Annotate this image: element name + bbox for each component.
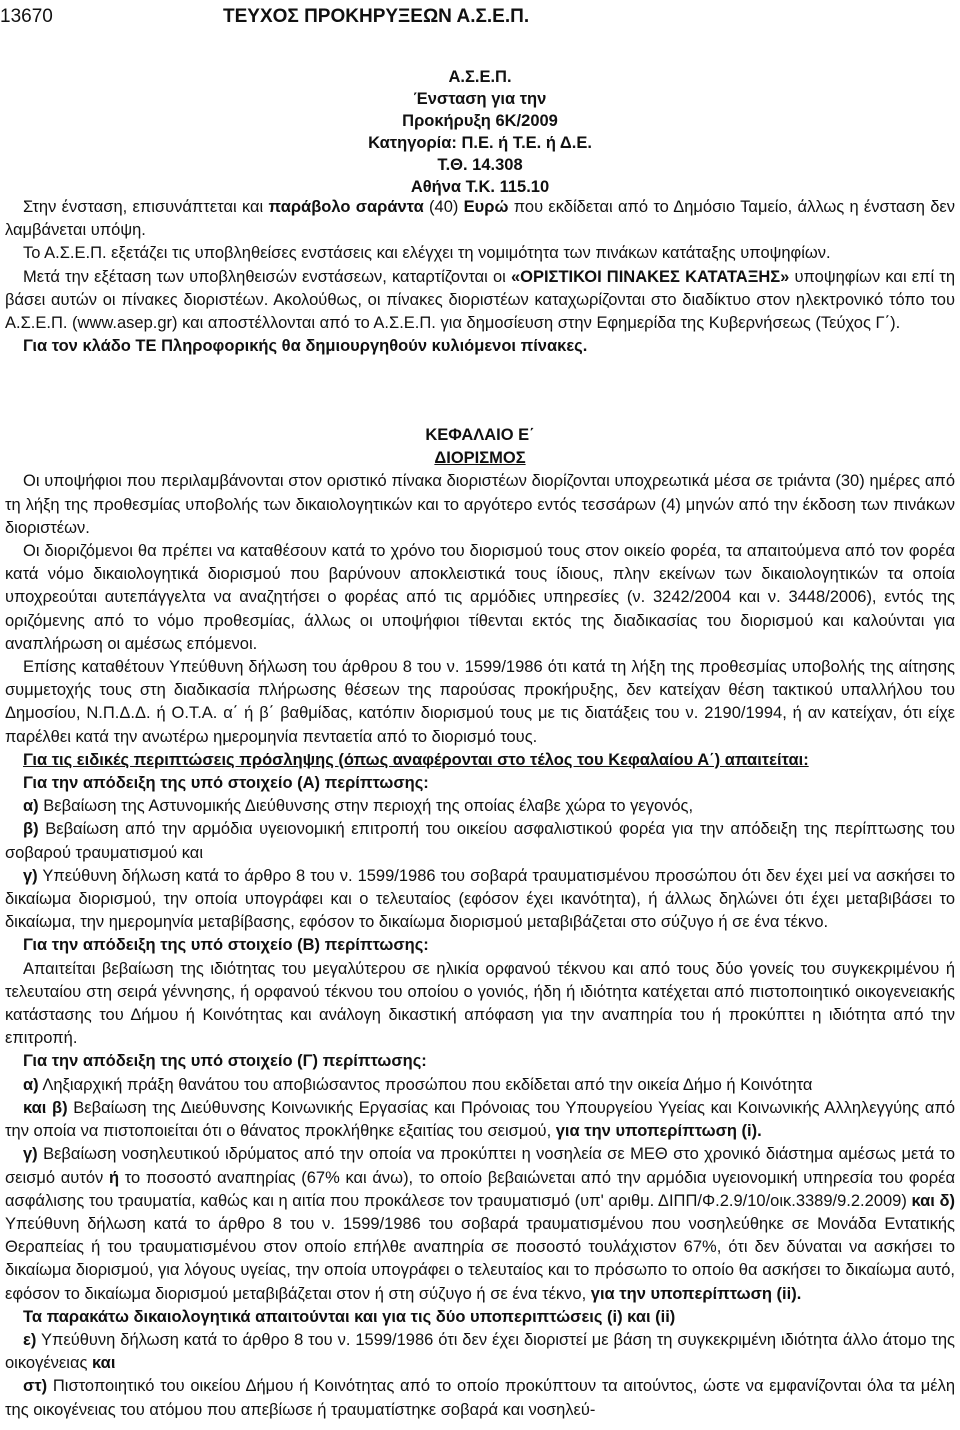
case-c-item: α) Ληξιαρχική πράξη θανάτου του αποβιώσαντος προσώπου που εκδίδεται από την οικεία Δήμο ή Κοινότητα [23,1075,813,1094]
case-b-text: Απαιτείται βεβαίωση της ιδιότητας του μεγαλύτερου σε ηλικία ορφανού τέκνου και από τους δύο γονείς του συγκεκριμένου ή τελευταίου στη σειρά γέννησης, ή ορφανού τέκνου του οποίου ο γονιός, ήδη ή ιδιότητα κατέχεται από πιστοποιητικό οικογενειακής κατάστασης του Δήμου ή Κοινότητας και ανάλογη δικαστική απόφαση για την αναπηρία του ή προκύπτει η ιδιότητα από την επιτροπή. [5,959,955,1048]
appointment-paragraph: Οι υποψήφιοι που περιλαμβάνονται στον οριστικό πίνακα διοριστέων διορίζονται υποχρεωτικά μέσα σε τριάντα (30) ημέρες από τη λήξη της προθεσμίας υποβολής των δικαιολογητικών και το αργότερο εντός τεσσάρων (4) μηνών από την έκδοση των πινάκων διοριστέων. [5,472,955,537]
page-number: 13670 [0,6,53,27]
address-line: Προκήρυξη 6Κ/2009 [402,112,558,130]
case-b-heading: Για την απόδειξη της υπό στοιχείο (Β) περίπτωσης: [23,936,429,955]
case-c-item: γ) Βεβαίωση νοσηλευτικού ιδρύματος από την οποία να προκύπτει η νοσηλεία σε ΜΕΘ στο χρονικό διάστημα αμέσως μετά το σεισμό αυτόν ή το ποσοστό αναπηρίας (67% και άνω), το οποίο βεβαιώνεται από την αρμόδια υγειονομική υπηρεσία του φορέα ασφάλισης του τραυματία, καθώς και η αιτία που προκάλεσε τον τραυματισμό (υπ' αριθμ. ΔΙΠΠ/Φ.2.9/10/οικ.3389/9.2.2009) και δ) Υπεύθυνη δήλωση κατά το άρθρο 8 του ν. 1599/1986 του σοβαρά τραυματισμένου που νοσηλεύθηκε σε Μονάδα Εντατικής Θεραπείας ή του τραυματισμένου στον οποίο επήλθε αναπηρία σε ποσοστό τουλάχιστον 67%, ότι δεν δύναται να ασκήσει το δικαίωμα διορισμού, για λόγους υγείας, την οποία υπογράφει ο τελευταίος και το πρόσωπο το οποίο θα ασκήσει το δικαίωμα αυτό, εφόσον το δικαίωμα διορισμού μεταβιβάζεται στον ή στη σύζυγο ή σε ένα τέκνο, για την υποπερίπτωση (ii). [5,1145,955,1303]
address-line: Κατηγορία: Π.Ε. ή Τ.Ε. ή Δ.Ε. [368,134,592,152]
case-a-item: β) Βεβαίωση από την αρμόδια υγειονομική επιτροπή του οικείου ασφαλιστικού φορέα για την απόδειξη της περίπτωσης του σοβαρού τραυματισμού και [5,820,955,862]
objection-section [5,196,955,358]
case-c-item: και β) Βεβαίωση της Διεύθυνσης Κοινωνικής Εργασίας και Πρόνοιας του Υπουργείου Υγείας και Κοινωνικής Αλληλεγγύης από την οποία να πιστοποιείται ότι ο θάνατος προκλήθηκε εξαιτίας του σεισμού, για την υποπερίπτωση (i). [5,1098,955,1141]
declaration-paragraph: Επίσης καταθέτουν Υπεύθυνη δήλωση του άρθρου 8 του ν. 1599/1986 ότι κατά τη λήξη της προθεσμίας υποβολής της αίτησης συμμετοχής τους στη διαδικασία πλήρωσης θέσεων της παρούσας προκήρυξης, δεν κατείχαν θέση τακτικού υπαλλήλου του Δημοσίου, Ν.Π.Δ.Δ. ή Ο.Τ.Α. α΄ ή β΄ βαθμίδας, κατόπιν διορισμού τους με τις διατάξεις του ν. 2190/1994, ή αν κατείχαν, ότι είχε παρέλθει κατά την ανωτέρω ημερομηνία πενταετία από το διορισμό τους. [5,658,955,746]
common-docs-heading: Τα παρακάτω δικαιολογητικά απαιτούνται και για τις δύο υποπεριπτώσεις (i) και (ii) [23,1307,676,1326]
address-block [0,66,960,198]
fee-paragraph: Στην ένσταση, επισυνάπτεται και παράβολο σαράντα (40) Ευρώ που εκδίδεται από το Δημόσιο Ταμείο, άλλως η ένσταση δεν λαμβάνεται υπόψη. [5,198,955,240]
review-paragraph: Το Α.Σ.Ε.Π. εξετάζει τις υποβληθείσες ενστάσεις και ελέγχει τη νομιμότητα των πινάκων κατάταξης υποψηφίων. [23,244,831,263]
chapter-title: ΚΕΦΑΛΑΙΟ Ε΄ [425,426,535,444]
address-line: Α.Σ.Ε.Π. [448,68,512,86]
case-c-heading: Για την απόδειξη της υπό στοιχείο (Γ) περίπτωσης: [23,1052,427,1071]
chapter-e-section [5,424,955,1422]
address-line: Τ.Θ. 14.308 [437,156,523,174]
final-tables-paragraph: Μετά την εξέταση των υποβληθεισών ενστάσεων, καταρτίζονται οι «ΟΡΙΣΤΙΚΟΙ ΠΙΝΑΚΕΣ ΚΑΤΑΤΑΞΗΣ» υποψηφίων και επί τη βάσει αυτών οι πίνακες διοριστέων. Ακολούθως, οι πίνακες διοριστέων καταχωρίζονται στο διαδίκτυο στον ηλεκτρονικό τόπο του Α.Σ.Ε.Π. (www.asep.gr) και αποστέλλονται από το Α.Σ.Ε.Π. για δημοσίευση στην Εφημερίδα της Κυβερνήσεως (Τεύχος Γ΄). [5,267,955,333]
address-line: Αθήνα Τ.Κ. 115.10 [410,178,550,196]
common-docs-item: ε) Υπεύθυνη δήλωση κατά το άρθρο 8 του ν. 1599/1986 ότι δεν έχει διοριστεί με βάση τη συγκεκριμένη ιδιότητα άλλο άτομο της οικογένειας και [5,1330,955,1373]
chapter-subtitle: ΔΙΟΡΙΣΜΟΣ [434,449,526,468]
page-header [0,6,960,32]
address-line: Ένσταση για την [413,90,547,108]
case-a-item: α) Βεβαίωση της Αστυνομικής Διεύθυνσης στην περιοχή της οποίας έλαβε χώρα το γεγονός, [23,797,694,816]
gazette-title: ΤΕΥΧΟΣ ΠΡΟΚΗΡΥΞΕΩΝ Α.Σ.Ε.Π. [223,6,530,27]
documents-paragraph: Οι διοριζόμενοι θα πρέπει να καταθέσουν κατά το χρόνο του διορισμού τους στον οικείο φορέα, τα απαιτούμενα από τον φορέα κατά νόμο δικαιολογητικά διορισμού που βαρύνουν αποκλειστικά τους ίδιους, πλην εκείνων των δικαιολογητικών τα οποία υποχρεούται αυτεπάγγελτα να αναζητήσει ο φορέας από τις αρμόδιες υπηρεσίες (ν. 3242/2004 και ν. 3448/2006), εντός της οριζόμενης από το νόμο προθεσμίας, άλλως οι υποψήφιοι τίθενται εκτός της διαδικασίας του διορισμού και καλούνται για αναπλήρωση οι αμέσως επόμενοι. [5,542,955,653]
asep-link[interactable]: www.asep.gr [77,314,173,333]
special-cases-heading: Για τις ειδικές περιπτώσεις πρόσληψης (όπως αναφέρονται στο τέλος του Κεφαλαίου Α΄) απαιτείται: [23,750,809,769]
case-a-item: γ) Υπεύθυνη δήλωση κατά το άρθρο 8 του ν. 1599/1986 του σοβαρά τραυματισμένου προσώπου ότι δεν έχει μεί να ασκήσει το δικαίωμα διορισμού, την οποία υπογράφει και ο τελευταίος (εφόσον έχει ικανότητα), ή άλλως δηλώνει ότι έχει μεταβιβάσει το δικαίωμα, την ημερομηνία μεταβίβασης, εφόσον το δικαίωμα διορισμού μεταβιβάζεται στο σύζυγο ή σε ένα τέκνο. [5,866,955,932]
common-docs-item: στ) Πιστοποιητικό του οικείου Δήμου ή Κοινότητας από το οποίο προκύπτουν τα αιτούντος, ώστε να εμφανίζονται όλα τα μέλη της οικογένειας του ατόμου που απεβίωσε ή τραυματίστηκε σοβαρά και νοσηλεύ- [5,1377,955,1419]
case-a-heading: Για την απόδειξη της υπό στοιχείο (Α) περίπτωσης: [23,774,429,793]
it-note-paragraph: Για τον κλάδο ΤΕ Πληροφορικής θα δημιουργηθούν κυλιόμενοι πίνακες. [23,337,588,356]
